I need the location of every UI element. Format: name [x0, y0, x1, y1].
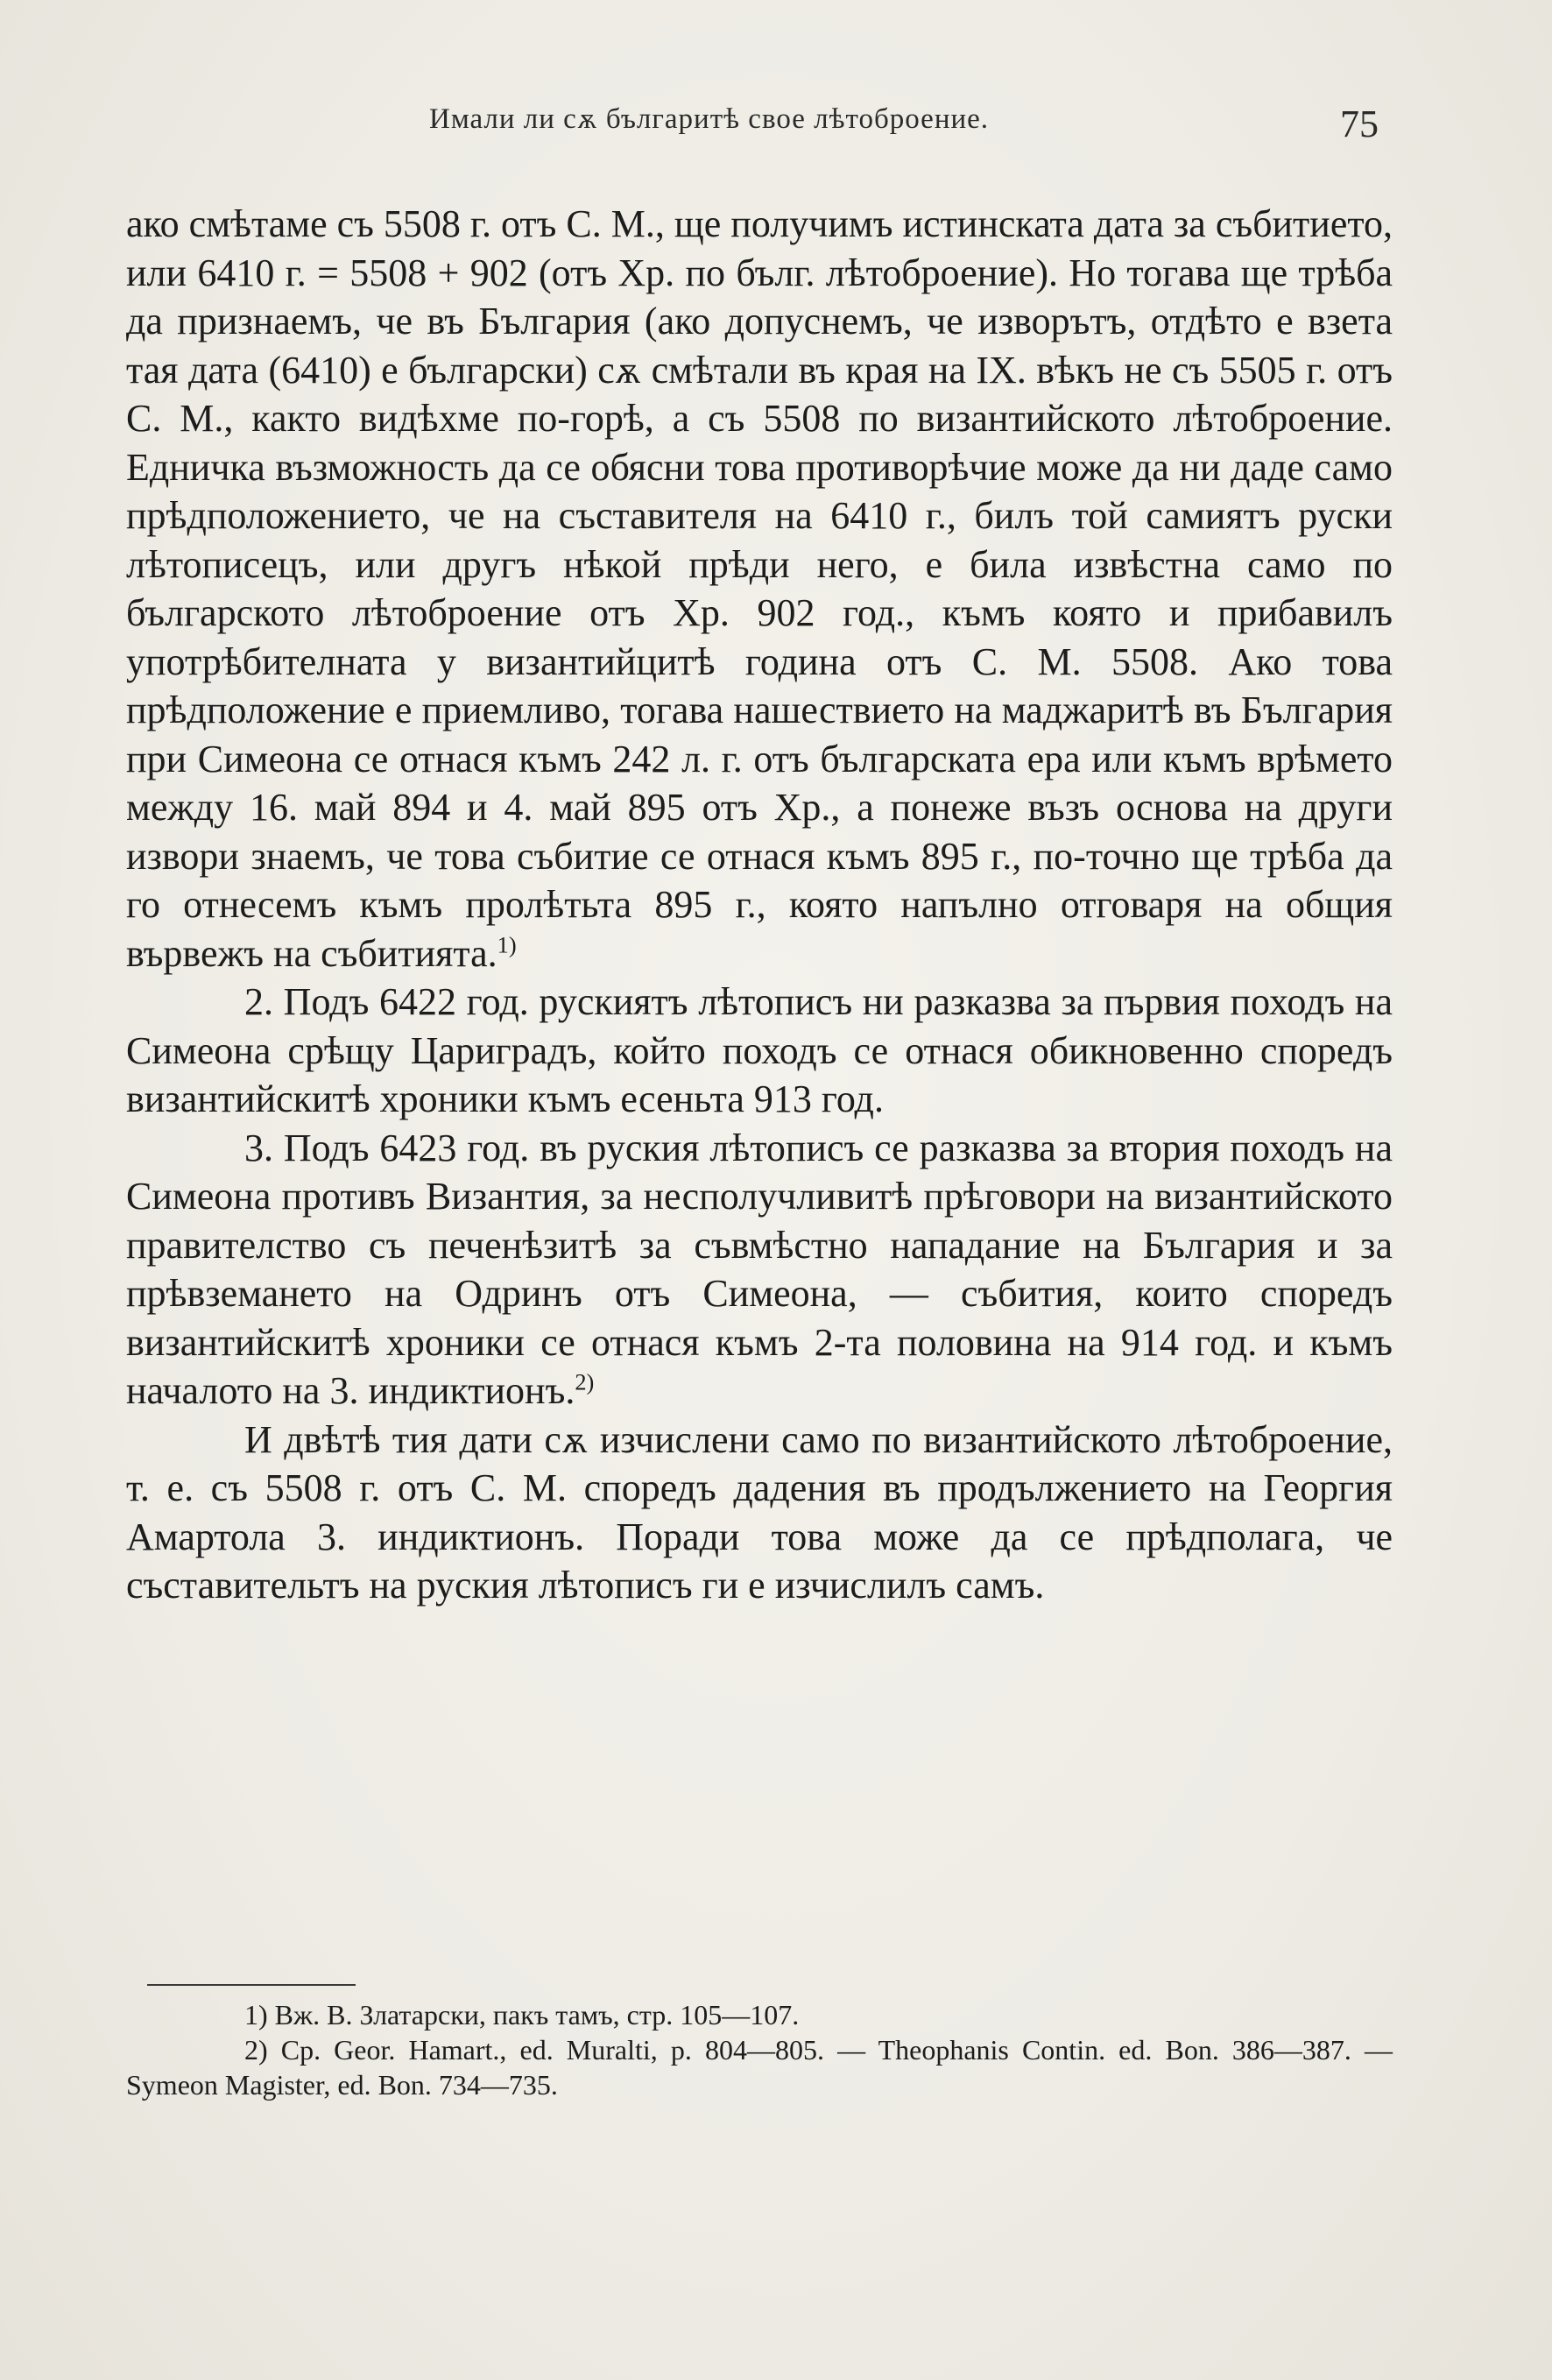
page-number: 75	[1340, 102, 1379, 145]
paragraph-2: 2. Подъ 6422 год. рускиятъ лѣтописъ ни разказва за първия походъ на Симеона срѣщу Цариградъ, който походъ се отнася обикновенно споредъ византийскитѣ хроники къмъ есеньта 913 год.	[126, 980, 1393, 1120]
paragraph-3	[126, 1124, 1393, 1416]
footnote-1: 1) Вж. В. Златарски, пакъ тамъ, стр. 105—107.	[244, 1999, 800, 2030]
footnote-divider	[147, 1984, 356, 1986]
footnote-2: 2) Ср. Geor. Hamart., ed. Muralti, p. 804—805. — Theophanis Contin. ed. Bon. 386—387. — Symeon Magister, ed. Bon. 734—735.	[126, 2034, 1393, 2101]
footnote-ref-2: 2)	[575, 1368, 595, 1395]
footnote-ref-1: 1)	[497, 930, 517, 957]
body-text	[126, 200, 1393, 1610]
running-title: Имали ли сѫ българитѣ свое лѣтоброение.	[429, 103, 990, 135]
paragraph-3-text: 3. Подъ 6423 год. въ руския лѣтописъ се разказва за втория походъ на Симеона противъ Византия, за несполучливитѣ прѣговори на византийското правителство съ печенѣзитѣ за съвмѣстно нападание на България и за прѣвземането на Одринъ отъ Симеона, — събития, които споредъ византийскитѣ хроники се отнася къмъ 2-та половина на 914 год. и къмъ началото на 3. индиктионъ.	[126, 1126, 1393, 1412]
paragraph-1-text: ако смѣтаме съ 5508 г. отъ С. М., ще получимъ истинската дата за събитието, или 6410 г. = 5508 + 902 (отъ Хр. по бълг. лѣтоброение). Но тогава ще трѣба да признаемъ, че въ България (ако допуснемъ, че изворътъ, отдѣто е взета тая дата (6410) е български) сѫ смѣтали въ края на IX. вѣкъ не съ 5505 г. отъ С. М., както видѣхме по-горѣ, а съ 5508 по византийското лѣтоброение. Едничка възможность да се обясни това противорѣчие може да ни даде само прѣдположението, че на съставителя на 6410 г., билъ той самиятъ руски лѣтописецъ, или другъ нѣкой прѣди него, е била извѣстна само по българското лѣтоброение отъ Хр. 902 год., къмъ която и прибавилъ употрѣбителната у византийцитѣ година отъ С. М. 5508. Ако това прѣдположение е приемливо, тогава нашествието на маджаритѣ въ България при Симеона се отнася къмъ 242 л. г. отъ българската ера или къмъ врѣмето между 16. май 894 и 4. май 895 отъ Хр., а понеже възъ основа на други извори знаемъ, че това събитие се отнася къмъ 895 г., по-точно ще трѣба да го отнесемъ къмъ пролѣтьта 895 г., която напълно отговаря на общия вървежъ на събитията.	[126, 202, 1393, 975]
paragraph-1	[126, 200, 1393, 978]
paragraph-4: И двѣтѣ тия дати сѫ изчислени само по византийското лѣтоброение, т. е. съ 5508 г. отъ С. М. споредъ дадения въ продължението на Георгия Амартола 3. индиктионъ. Поради това може да се прѣдполага, че съставительтъ на руския лѣтописъ ги е изчислилъ самъ.	[126, 1417, 1393, 1607]
footnotes	[126, 1997, 1393, 2102]
